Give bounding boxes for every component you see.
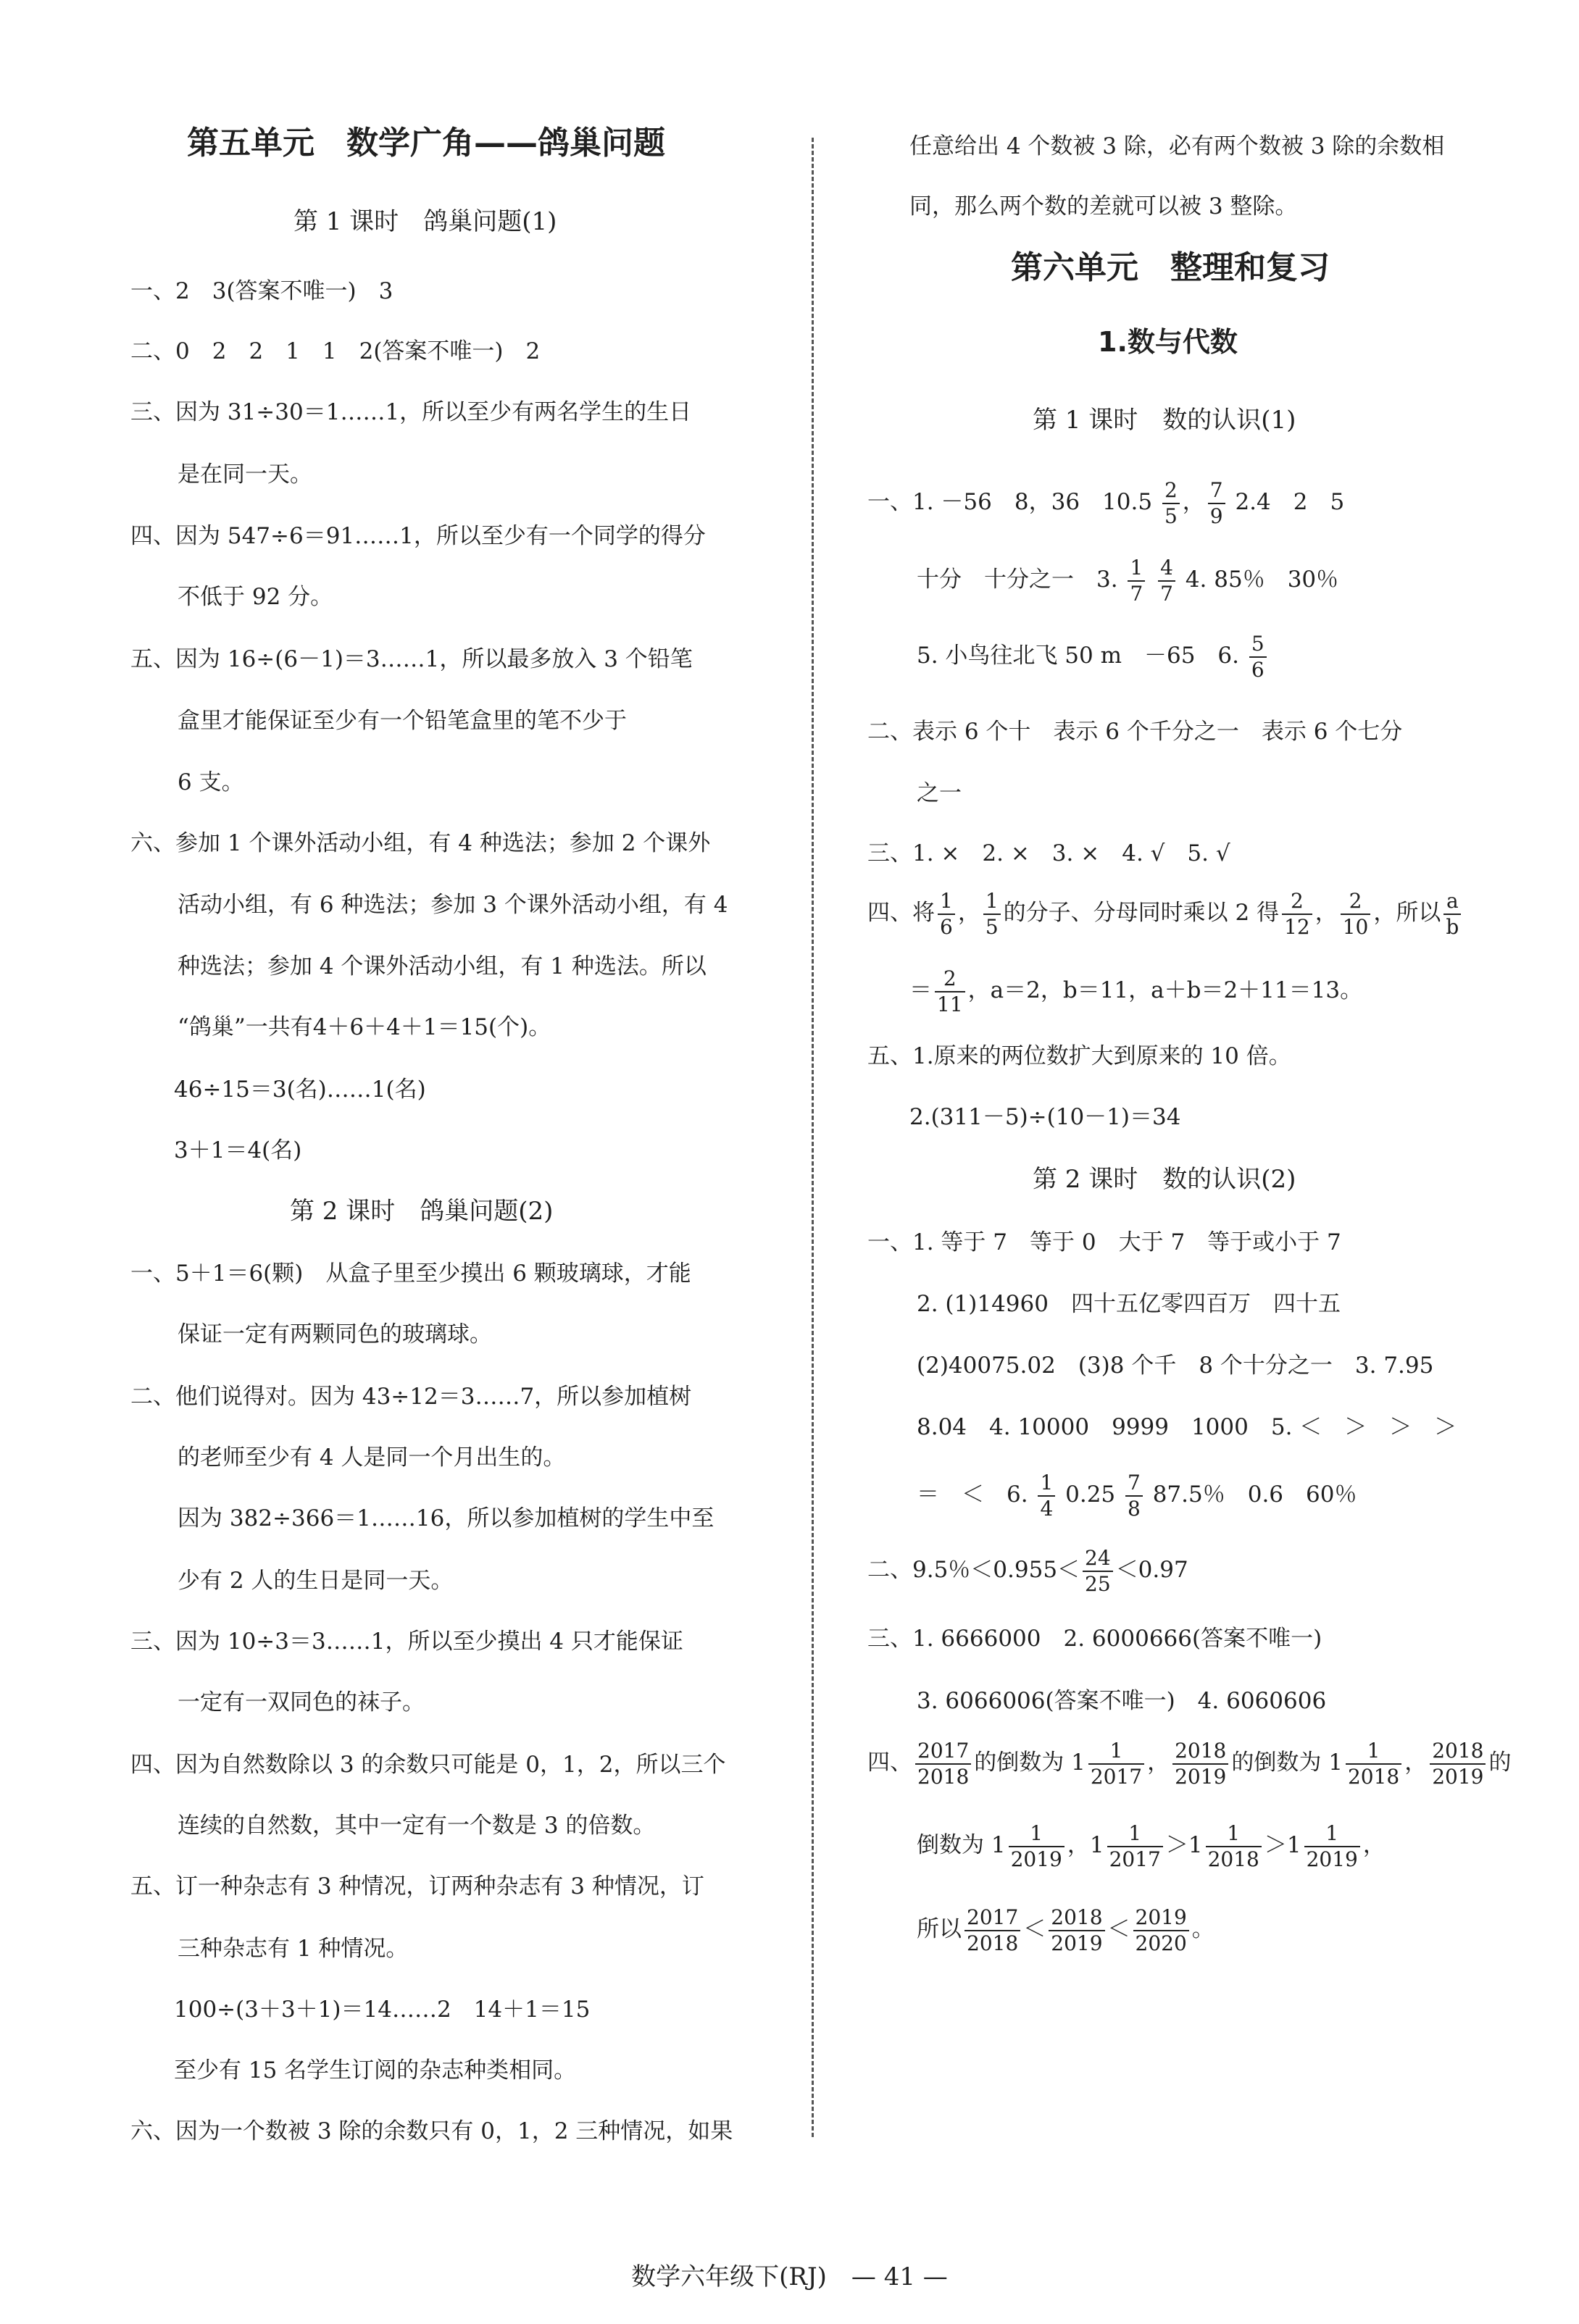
numerator: 1 [1346, 1741, 1401, 1765]
answer-line [917, 630, 1270, 681]
lesson-1-title: 第 1 课时 鸽巢问题(1) [293, 207, 557, 236]
answer-line: 是在同一天。 [178, 461, 312, 488]
denominator: 2019 [1432, 1764, 1484, 1789]
answer-line: 五、订一种杂志有 3 种情况，订两种杂志有 3 种情况，订 [130, 1873, 704, 1899]
text: 4. 85％ 30％ [1185, 567, 1339, 593]
numerator: 2018 [1172, 1741, 1228, 1765]
answer-line: 三、1. × 2. × 3. × 4. √ 5. √ [867, 840, 1230, 866]
fraction [1341, 888, 1371, 939]
numerator: 7 [1125, 1473, 1143, 1497]
denominator: 2018 [1207, 1847, 1259, 1871]
answer-line: 活动小组，有 6 种选法；参加 3 个课外活动小组，有 4 [178, 892, 728, 918]
denominator: 6 [1251, 657, 1265, 682]
numerator: 2 [935, 969, 965, 992]
text: 倒数为 1 [917, 1832, 1006, 1858]
text: ＜ [1023, 1916, 1046, 1942]
text: 的 [1488, 1750, 1512, 1776]
answer-line [917, 1469, 1357, 1520]
text: 的分子、分母同时乘以 2 得 [1003, 900, 1280, 926]
fraction [1158, 555, 1175, 606]
section-title: 1.数与代数 [1098, 326, 1238, 358]
numerator: 2017 [915, 1741, 971, 1765]
answer-line: 四、因为 547÷6＝91……1，所以至少有一个同学的得分 [130, 523, 706, 549]
answer-line: 任意给出 4 个数被 3 除，必有两个数被 3 除的余数相 [909, 133, 1445, 159]
answer-line [909, 965, 1362, 1016]
text: ， [1147, 1750, 1170, 1776]
denominator: 10 [1342, 914, 1369, 939]
text: 5. 小鸟往北飞 50 m －65 6. [917, 643, 1240, 669]
fraction [1133, 1907, 1189, 1954]
fraction [1009, 1823, 1065, 1870]
text: 87.5％ 0.6 60％ [1152, 1481, 1357, 1508]
answer-line: 一定有一双同色的袜子。 [178, 1689, 425, 1715]
numerator: 2019 [1133, 1907, 1189, 1931]
answer-line: 种选法；参加 4 个课外活动小组，有 1 种选法。所以 [178, 953, 707, 979]
fraction [1128, 555, 1145, 606]
denominator: 2017 [1090, 1764, 1143, 1789]
text: ＝ ＜ 6. [917, 1481, 1028, 1508]
fraction [1038, 1470, 1055, 1521]
answer-line: 3. 6066006(答案不唯一) 4. 6060606 [917, 1688, 1327, 1714]
lesson-2-title: 第 2 课时 数的认识(2) [1033, 1165, 1296, 1194]
answer-line: 三种杂志有 1 种情况。 [178, 1936, 409, 1962]
fraction [1304, 1823, 1360, 1870]
column-divider [812, 138, 814, 2137]
denominator: 4 [1040, 1496, 1054, 1521]
denominator: 5 [985, 914, 999, 939]
answer-line: 六、因为一个数被 3 除的余数只有 0，1，2 三种情况，如果 [130, 2118, 733, 2144]
answer-line: 二、0 2 2 1 1 2(答案不唯一) 2 [130, 338, 541, 364]
numerator: 1 [983, 891, 1001, 915]
answer-line: 五、因为 16÷(6－1)＝3……1，所以最多放入 3 个铅笔 [130, 646, 693, 672]
text: 二、9.5％＜0.955＜ [867, 1557, 1080, 1583]
answer-line: 六、参加 1 个课外活动小组，有 4 种选法；参加 2 个课外 [130, 830, 711, 856]
fraction [1162, 477, 1180, 528]
answer-line: 盒里才能保证至少有一个铅笔盒里的笔不少于 [178, 708, 627, 734]
page-footer: 数学六年级下(RJ) — 41 — [631, 2262, 948, 2291]
lesson-1-title: 第 1 课时 数的认识(1) [1033, 406, 1296, 435]
denominator: 2019 [1051, 1931, 1103, 1955]
denominator: 12 [1284, 914, 1310, 939]
text: 四、 [867, 1750, 912, 1776]
fraction [983, 888, 1001, 939]
answer-line [867, 1737, 1511, 1788]
answer-line [917, 1904, 1215, 1955]
text: ， [1315, 900, 1338, 926]
denominator: b [1446, 914, 1459, 939]
fraction [1049, 1907, 1104, 1954]
answer-line: 3＋1＝4(名) [174, 1137, 302, 1163]
answer-line: 连续的自然数，其中一定有一个数是 3 的倍数。 [178, 1813, 656, 1839]
denominator: 5 [1164, 503, 1178, 528]
text: 0.25 [1065, 1481, 1116, 1508]
numerator: 4 [1158, 558, 1175, 582]
numerator: 1 [1206, 1823, 1262, 1847]
text: ，所以 [1373, 900, 1441, 926]
numerator: a [1443, 891, 1461, 915]
answer-line: 少有 2 人的生日是同一天。 [178, 1568, 454, 1594]
text: ， [1182, 489, 1205, 515]
numerator: 1 [1009, 1823, 1065, 1847]
denominator: 2018 [967, 1931, 1019, 1955]
numerator: 2018 [1049, 1907, 1104, 1931]
numerator: 1 [938, 891, 955, 915]
answer-line: 一、5＋1＝6(颗) 从盒子里至少摸出 6 颗玻璃球，才能 [130, 1261, 691, 1287]
fraction [1107, 1823, 1163, 1870]
numerator: 7 [1208, 480, 1225, 504]
text: ，1 [1067, 1832, 1104, 1858]
fraction [1443, 888, 1461, 939]
answer-line [917, 1820, 1386, 1871]
denominator: 9 [1209, 503, 1223, 528]
answer-line: 之一 [917, 780, 962, 806]
text: ＞1 [1264, 1832, 1301, 1858]
denominator: 25 [1085, 1571, 1111, 1596]
fraction [965, 1907, 1020, 1954]
answer-line: 100÷(3＋3＋1)＝14……2 14＋1＝15 [174, 1997, 591, 2023]
text: 一、1. －56 8，36 10.5 [867, 489, 1153, 515]
lesson-2-title: 第 2 课时 鸽巢问题(2) [290, 1197, 554, 1226]
answer-line [867, 887, 1464, 938]
answer-line: 二、他们说得对。因为 43÷12＝3……7，所以参加植树 [130, 1384, 692, 1410]
answer-line: 一、1. 等于 7 等于 0 大于 7 等于或小于 7 [867, 1229, 1341, 1255]
numerator: 1 [1107, 1823, 1163, 1847]
text: ，a＝2，b＝11，a＋b＝2＋11＝13。 [967, 977, 1363, 1003]
denominator: 2020 [1135, 1931, 1187, 1955]
numerator: 1 [1304, 1823, 1360, 1847]
fraction [1088, 1738, 1144, 1789]
text: ＞1 [1165, 1832, 1203, 1858]
answer-line: 五、1.原来的两位数扩大到原来的 10 倍。 [867, 1043, 1291, 1069]
fraction [1083, 1545, 1113, 1596]
numerator: 1 [1038, 1473, 1055, 1497]
fraction [1206, 1823, 1262, 1870]
answer-line: 不低于 92 分。 [178, 584, 333, 610]
unit-5-title: 第五单元 数学广角——鸽巢问题 [187, 125, 665, 162]
unit-6-title: 第六单元 整理和复习 [1011, 249, 1330, 286]
text: 的倒数为 1 [1231, 1750, 1343, 1776]
text: ， [1404, 1750, 1428, 1776]
text: 2.4 2 5 [1235, 489, 1345, 515]
answer-line [867, 1545, 1188, 1595]
answer-line: 四、因为自然数除以 3 的余数只可能是 0，1，2，所以三个 [130, 1752, 726, 1778]
numerator: 1 [1088, 1741, 1144, 1765]
fraction [915, 1738, 971, 1789]
text: 的倒数为 1 [974, 1750, 1086, 1776]
numerator: 1 [1128, 558, 1145, 582]
denominator: 2019 [1175, 1764, 1227, 1789]
answer-line: 因为 382÷366＝1……16，所以参加植树的学生中至 [178, 1505, 714, 1531]
answer-line: 2. (1)14960 四十五亿零四百万 四十五 [917, 1291, 1341, 1317]
answer-line: 46÷15＝3(名)……1(名) [174, 1077, 426, 1103]
answer-line [867, 477, 1344, 527]
numerator: 2 [1341, 891, 1371, 915]
answer-line: “鸽巢”一共有4＋6＋4＋1＝15(个)。 [178, 1014, 551, 1040]
answer-line: 三、因为 31÷30＝1……1，所以至少有两名学生的生日 [130, 399, 692, 425]
denominator: 11 [937, 992, 963, 1016]
answer-line: 6 支。 [178, 769, 244, 795]
text: 。 [1191, 1916, 1215, 1942]
numerator: 2 [1282, 891, 1312, 915]
numerator: 2 [1162, 480, 1180, 504]
denominator: 2018 [1347, 1764, 1400, 1789]
fraction [1172, 1738, 1228, 1789]
text: ， [957, 900, 980, 926]
fraction [1249, 631, 1267, 682]
answer-line: 2.(311－5)÷(10－1)＝34 [909, 1104, 1181, 1130]
text: ＝ [909, 977, 932, 1003]
text: 十分 十分之一 3. [917, 567, 1118, 593]
text: ＜ [1107, 1916, 1130, 1942]
answer-line: 8.04 4. 10000 9999 1000 5. ＜ ＞ ＞ ＞ [917, 1414, 1457, 1440]
numerator: 2017 [965, 1907, 1020, 1931]
answer-line: 的老师至少有 4 人是同一个月出生的。 [178, 1445, 566, 1471]
answer-line: 同，那么两个数的差就可以被 3 整除。 [909, 193, 1298, 220]
numerator: 2018 [1430, 1741, 1486, 1765]
answer-line: (2)40075.02 (3)8 个千 8 个十分之一 3. 7.95 [917, 1353, 1434, 1379]
denominator: 2017 [1109, 1847, 1161, 1871]
answer-line: 三、因为 10÷3＝3……1，所以至少摸出 4 只才能保证 [130, 1629, 683, 1655]
denominator: 7 [1130, 581, 1143, 606]
fraction [935, 966, 965, 1016]
numerator: 24 [1083, 1548, 1113, 1572]
denominator: 7 [1160, 581, 1173, 606]
numerator: 5 [1249, 634, 1267, 658]
text: ， [1362, 1832, 1386, 1858]
fraction [1125, 1470, 1143, 1521]
fraction [938, 888, 955, 939]
fraction [1282, 888, 1312, 939]
answer-line: 三、1. 6666000 2. 6000666(答案不唯一) [867, 1626, 1322, 1652]
text: 所以 [917, 1916, 962, 1942]
answer-line [917, 554, 1338, 605]
denominator: 8 [1128, 1496, 1141, 1521]
fraction [1430, 1738, 1486, 1789]
answer-line: 一、2 3(答案不唯一) 3 [130, 278, 393, 304]
denominator: 2018 [917, 1764, 970, 1789]
denominator: 2019 [1010, 1847, 1062, 1871]
denominator: 2019 [1306, 1847, 1358, 1871]
denominator: 6 [940, 914, 953, 939]
fraction [1208, 477, 1225, 528]
text: 四、将 [867, 900, 935, 926]
answer-line: 至少有 15 名学生订阅的杂志种类相同。 [174, 2057, 577, 2083]
answer-line: 保证一定有两颗同色的玻璃球。 [178, 1321, 492, 1347]
text: ＜0.97 [1115, 1557, 1188, 1583]
answer-line: 二、表示 6 个十 表示 6 个千分之一 表示 6 个七分 [867, 719, 1403, 745]
fraction [1346, 1738, 1401, 1789]
